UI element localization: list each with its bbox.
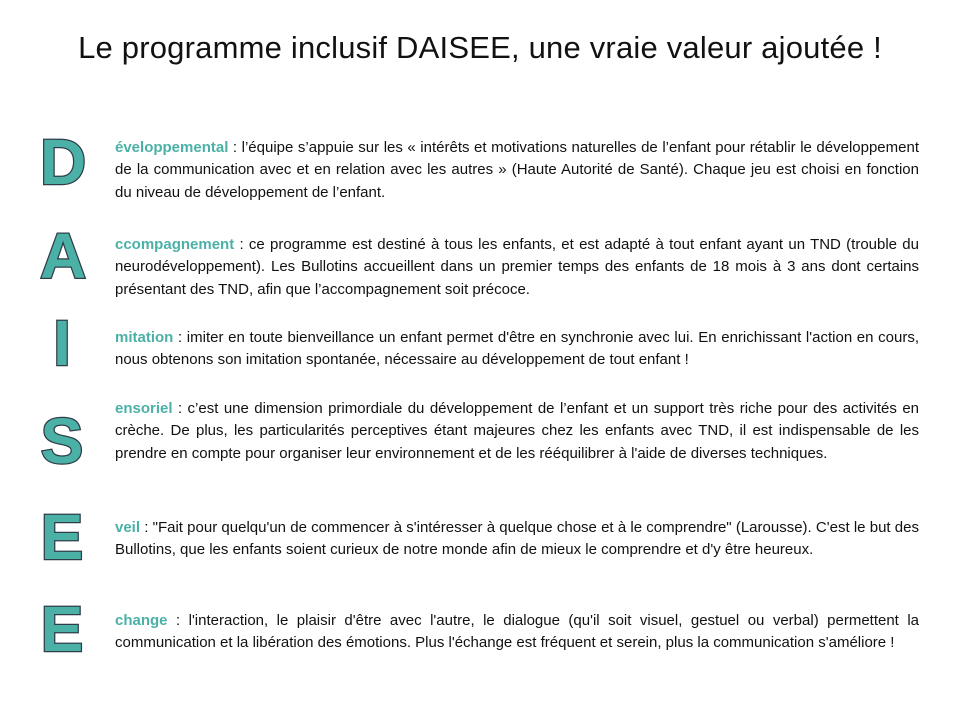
keyword-accompagnement: ccompagnement (115, 236, 235, 253)
keyword-imitation: mitation (115, 329, 174, 346)
paragraph-text: : "Fait pour quelqu'un de commencer à s'intéresser à quelque chose et à le comprendre" (Larousse). C'est le but des Bullotins, que les enfants soient curieux de notre monde afin de mieux le comprendre et d'y être heureux. (115, 519, 919, 559)
paragraph-eveil (115, 517, 919, 562)
acronym-letter-i: I (53, 307, 71, 379)
keyword-developpemental: éveloppemental (115, 139, 229, 156)
slide-title: Le programme inclusif DAISEE, une vraie valeur ajoutée ! (78, 30, 882, 65)
keyword-sensoriel: ensoriel (115, 400, 173, 417)
paragraph-echange (115, 610, 919, 655)
acronym-letter-s: S (40, 405, 84, 477)
paragraph-developpemental (115, 137, 919, 204)
paragraph-text: : l'interaction, le plaisir d'être avec l'autre, le dialogue (qu'il soit visuel, gestuel ou verbal) permettent la communication et la libération des émotions. Plus l'échange est fréquent et serein, plus la communication s'améliore ! (115, 612, 919, 652)
acronym-letter-e1: E (40, 501, 84, 573)
acronym-letter-a: A (40, 220, 87, 292)
keyword-eveil: veil (115, 519, 141, 536)
paragraph-text: : l’équipe s’appuie sur les « intérêts et motivations naturelles de l’enfant pour rétablir le développement de la communication avec et en relation avec les autres » (Haute Autorité de Santé). Chaque jeu est choisi en fonction du niveau de développement de l’enfant. (115, 139, 919, 201)
paragraph-text: : ce programme est destiné à tous les enfants, et est adapté à tout enfant ayant un TND (trouble du neurodéveloppement). Les Bullotins accueillent dans un premier temps des enfants de 18 mois à 3 ans dont certains présentant des TND, afin que l’accompagnement soit précoce. (115, 236, 919, 298)
acronym-letter-e2: E (40, 593, 84, 665)
paragraph-accompagnement (115, 234, 919, 301)
paragraph-imitation (115, 327, 919, 372)
keyword-echange: change (115, 612, 168, 629)
paragraph-sensoriel (115, 398, 919, 465)
paragraph-text: : c’est une dimension primordiale du développement de l’enfant et un support très riche pour des activités en crèche. De plus, les particularités perceptives étant majeures chez les enfants avec TND, il est indispensable de les prendre en compte pour organiser leur environnement et de les rééquilibrer à l'aide de diverses techniques. (115, 400, 919, 462)
paragraph-text: : imiter en toute bienveillance un enfant permet d'être en synchronie avec lui. En enrichissant l'action en cours, nous obtenons son imitation spontanée, nécessaire au développement de tout enfant ! (115, 329, 919, 369)
acronym-letter-d: D (40, 126, 87, 198)
